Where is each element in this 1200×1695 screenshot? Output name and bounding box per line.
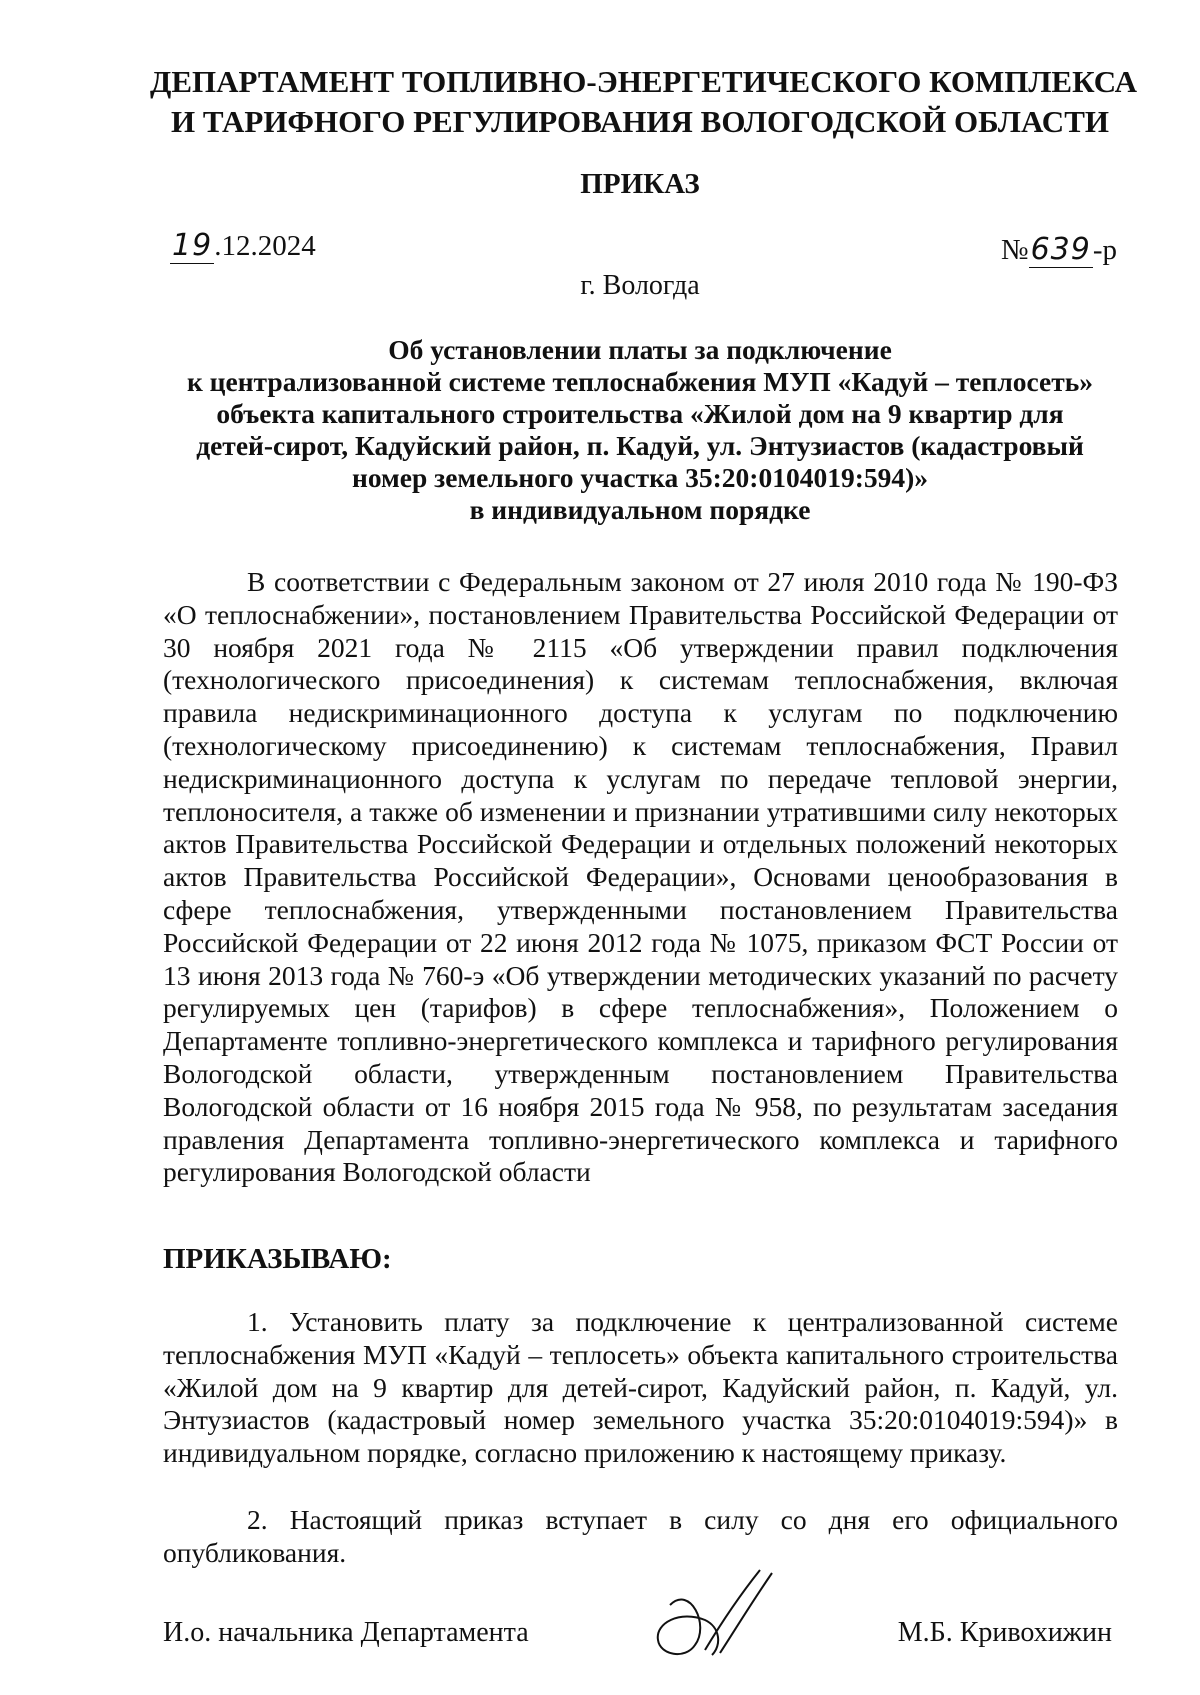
signatory-name: М.Б. Кривохижин xyxy=(897,1617,1112,1648)
order-date xyxy=(170,228,316,264)
subject-line: объекта капитального строительства «Жилой дом на 9 квартир для xyxy=(216,398,1064,429)
order-number xyxy=(1001,232,1117,268)
city: г. Вологда xyxy=(580,270,700,301)
signatory-position: И.о. начальника Департамента xyxy=(163,1617,529,1648)
number-suffix: -р xyxy=(1092,234,1117,266)
subject-line: к централизованной системе теплоснабжения МУП «Кадуй – теплосеть» xyxy=(186,366,1094,397)
number-prefix: № xyxy=(1000,234,1029,266)
order-item-2: 2. Настоящий приказ вступает в силу со дня его официального опубликования. xyxy=(163,1504,1118,1568)
subject-line: детей-сирот, Кадуйский район, п. Кадуй, ул. Энтузиастов (кадастровый xyxy=(196,430,1084,461)
department-name xyxy=(150,62,1138,142)
document-type: ПРИКАЗ xyxy=(580,168,700,200)
department-line-1: ДЕПАРТАМЕНТ ТОПЛИВНО-ЭНЕРГЕТИЧЕСКОГО КОМПЛЕКСА xyxy=(150,64,1138,99)
order-subject xyxy=(150,334,1130,526)
handwritten-day: 19 xyxy=(172,228,213,263)
handwritten-number: 639 xyxy=(1030,232,1091,267)
date-month-year: .12.2024 xyxy=(214,230,316,262)
subject-line: Об установлении платы за подключение xyxy=(388,334,892,365)
order-word: ПРИКАЗЫВАЮ: xyxy=(163,1243,392,1275)
handwritten-signature xyxy=(650,1565,795,1675)
subject-line: номер земельного участка 35:20:0104019:594)» xyxy=(351,462,929,493)
order-item-1: 1. Установить плату за подключение к централизованной системе теплоснабжения МУП «Кадуй – теплосеть» объекта капитального строительства «Жилой дом на 9 квартир для детей-сирот, Кадуйский район, п. Кадуй, ул. Энтузиастов (кадастровый номер земельного участка 35:20:0104019:594)» в индивидуальном порядке, согласно приложению к настоящему приказу. xyxy=(163,1306,1118,1469)
department-line-2: И ТАРИФНОГО РЕГУЛИРОВАНИЯ ВОЛОГОДСКОЙ ОБЛАСТИ xyxy=(171,104,1109,139)
subject-line: в индивидуальном порядке xyxy=(469,494,811,525)
preamble-paragraph: В соответствии с Федеральным законом от 27 июля 2010 года № 190-ФЗ «О теплоснабжении», постановлением Правительства Российской Федерации от 30 ноября 2021 года № 2115 «Об утверждении правил подключения (технологического присоединения) к системам теплоснабжения, включая правила недискриминационного доступа к услугам по подключению (технологическому присоединению) к системам теплоснабжения, Правил недискриминационного доступа к услугам по передаче тепловой энергии, теплоносителя, а также об изменении и признании утратившими силу некоторых актов Правительства Российской Федерации и отдельных положений некоторых актов Правительства Российской Федерации», Основами ценообразования в сфере теплоснабжения, утвержденными постановлением Правительства Российской Федерации от 22 июня 2012 года № 1075, приказом ФСТ России от 13 июня 2013 года № 760-э «Об утверждении методических указаний по расчету регулируемых цен (тарифов) в сфере теплоснабжения», Положением о Департаменте топливно-энергетического комплекса и тарифного регулирования Вологодской области, утвержденным постановлением Правительства Вологодской области от 16 ноября 2015 года № 958, по результатам заседания правления Департамента топливно-энергетического комплекса и тарифного регулирования Вологодской области xyxy=(163,566,1118,1188)
